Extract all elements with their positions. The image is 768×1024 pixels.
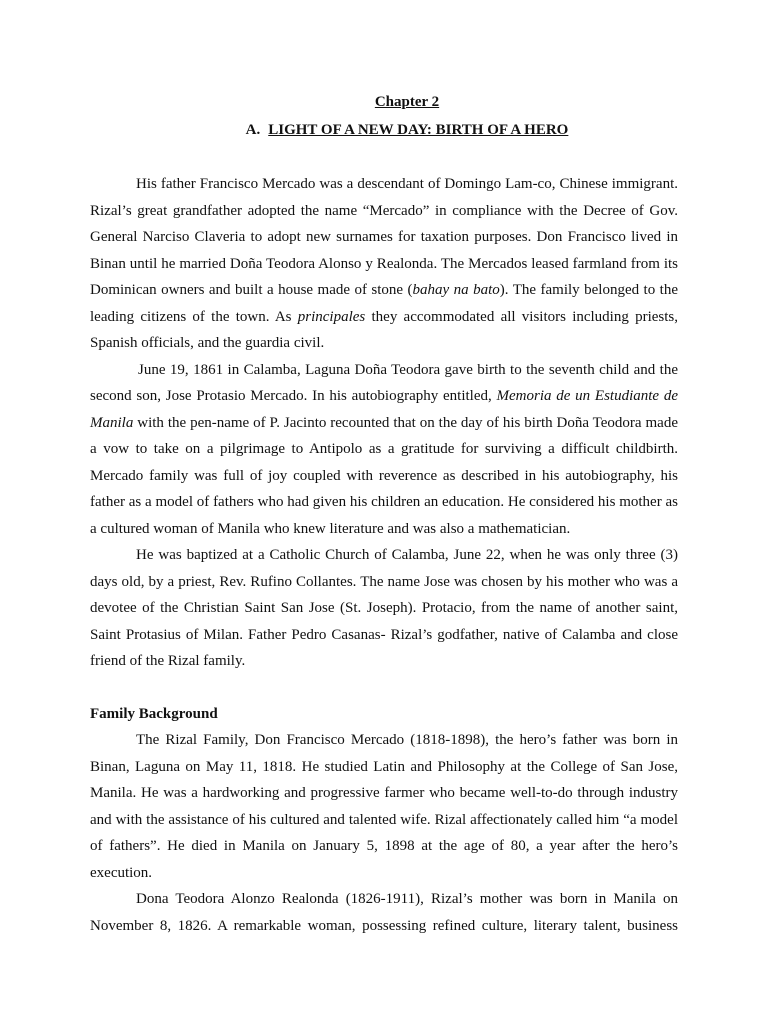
paragraph-dona-teodora: Dona Teodora Alonzo Realonda (1826-1911), Rizal’s mother was born in Manila on November 8, 1826. A remarkable woman, possessing refined culture, literary talent, business <box>90 891 678 934</box>
paragraph-birth <box>90 357 678 543</box>
paragraph-text: with the pen-name of P. Jacinto recounted that on the day of his birth Doña Teodora made a vow to take on a pilgrimage to Antipolo as a gratitude for surviving a difficult childbirth. Mercado family was full of joy coupled with reverence as described in his autobiography, his father as a model of fathers who had given his children an education. He considered his mother as a cultured woman of Manila who knew literature and was also a mathematician. <box>90 414 678 537</box>
section-title-text: LIGHT OF A NEW DAY: BIRTH OF A HERO <box>268 122 569 138</box>
paragraph-text: ). The family belonged to the leading citizens of the town. As <box>90 282 679 325</box>
italic-term: principales <box>297 308 366 325</box>
paragraph-baptism <box>90 542 678 675</box>
section-number: A. <box>245 122 261 138</box>
family-background-heading: Family Background <box>90 705 218 722</box>
italic-title: Memoria de un Estudiante de Manila <box>90 388 678 431</box>
paragraph-don-francisco: The Rizal Family, Don Francisco Mercado (1818-1898), the hero’s father was born in Binan, Laguna on May 11, 1818. He studied Latin and Philosophy at the College of San Jose, Manila. He was a hardworking and progressive farmer who became well-to-do through industry and with the assistance of his cultured and talented wife. Rizal affectionately called him “a model of fathers”. He died in Manila on January 5, 1898 at the age of 80, a year after the hero’s execution. <box>90 732 678 881</box>
section-title <box>0 120 768 140</box>
chapter-heading: Chapter 2 <box>374 94 440 110</box>
paragraph-text: June 19, 1861 in Calamba, Laguna Doña Teodora gave birth to the seventh child and the second son, Jose Protasio Mercado. In his autobiography entitled, <box>90 361 678 404</box>
paragraph-text: His father Francisco Mercado was a descendant of Domingo Lam-co, Chinese immigrant. Rizal’s great grandfather adopted the name “Mercado” in compliance with the Decree of Gov. General Narciso Claveria to adopt new surnames for taxation purposes. Don Francisco lived in Binan until he married Doña Teodora Alonso y Realonda. The Mercados leased farmland from its Dominican owners and built a house made of stone ( <box>90 176 678 298</box>
document-body <box>90 171 678 939</box>
paragraph-father <box>90 171 678 357</box>
paragraph-text: He was baptized at a Catholic Church of Calamba, June 22, when he was only three (3) days old, by a priest, Rev. Rufino Collantes. The name Jose was chosen by his mother who was a devotee of the Christian Saint San Jose (St. Joseph). Protacio, from the name of another saint, Saint Protasius of Milan. Father Pedro Casanas- Rizal’s godfather, native of Calamba and close friend of the Rizal family. <box>90 547 678 669</box>
italic-term: bahay na bato <box>412 282 500 298</box>
paragraph-text: they accommodated all visitors including priests, Spanish officials, and the guardia civil. <box>90 308 678 351</box>
